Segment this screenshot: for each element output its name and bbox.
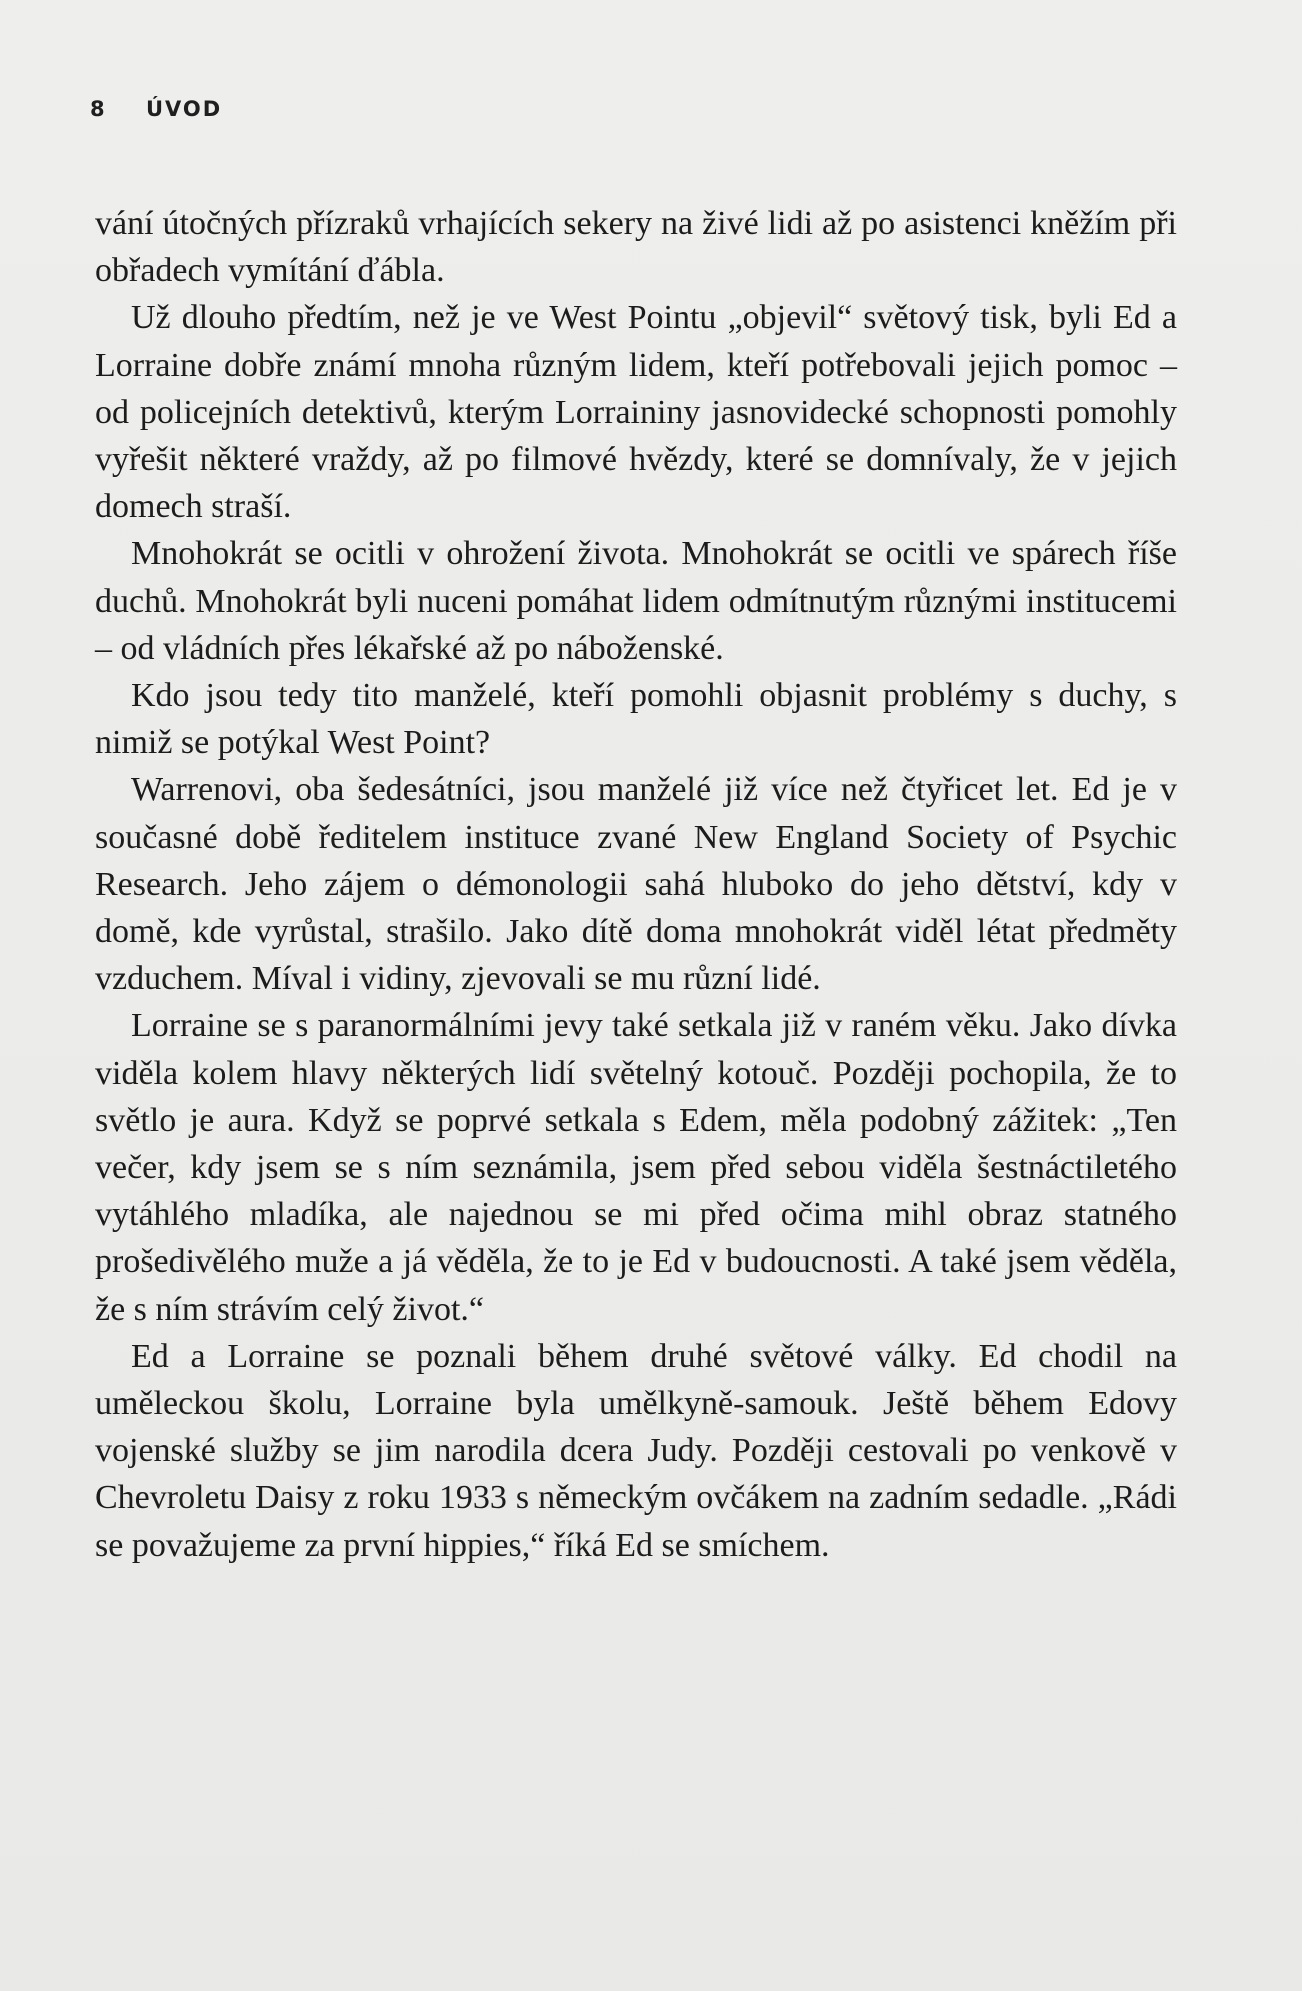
paragraph-continuation: vání útočných přízraků vrhajících sekery na živé lidi až po asistenci kněžím při obřadech vymítání ďábla. xyxy=(95,205,1177,290)
paragraph: Warrenovi, oba šedesátníci, jsou manželé již více než čtyřicet let. Ed je v současné době ředitelem instituce zvané New England Society of Psychic Research. Jeho zájem o démonologii sahá hluboko do jeho dětství, kdy v domě, kde vyrůstal, strašilo. Jako dítě doma mnohokrát viděl létat předměty vzduchem. Míval i vidiny, zjevovali se mu různí lidé. xyxy=(95,771,1177,998)
paragraph: Kdo jsou tedy tito manželé, kteří pomohli objasnit problémy s duchy, s nimiž se potýkal West Point? xyxy=(95,677,1177,762)
body-text xyxy=(95,200,1177,1569)
paragraph: Mnohokrát se ocitli v ohrožení života. Mnohokrát se ocitli ve spárech říše duchů. Mnohokrát byli nuceni pomáhat lidem odmítnutým různými institucemi – od vládních přes lékařské až po náboženské. xyxy=(95,535,1177,667)
page-number: 8 xyxy=(90,97,107,121)
paragraph: Lorraine se s paranormálními jevy také setkala již v raném věku. Jako dívka viděla kolem hlavy některých lidí světelný kotouč. Později pochopila, že to světlo je aura. Když se poprvé setkala s Edem, měla podobný zážitek: „Ten večer, kdy jsem se s ním seznámila, jsem před sebou viděla šestnáctiletého vytáhlého mladíka, ale najednou se mi před očima mihl obraz statného prošedivělého muže a já věděla, že to je Ed v budoucnosti. A také jsem věděla, že s ním strávím celý život.“ xyxy=(95,1007,1177,1328)
paragraph: Ed a Lorraine se poznali během druhé světové války. Ed chodil na uměleckou školu, Lorraine byla umělkyně-samouk. Ještě během Edovy vojenské služby se jim narodila dcera Judy. Později cestovali po venkově v Chevroletu Daisy z roku 1933 s německým ovčákem na zadním sedadle. „Rádi se považujeme za první hippies,“ říká Ed se smíchem. xyxy=(95,1337,1177,1564)
paragraph: Už dlouho předtím, než je ve West Pointu „objevil“ světový tisk, byli Ed a Lorraine dobře známí mnoha různým lidem, kteří potřebovali jejich pomoc – od policejních detektivů, kterým Lorraininy jasnovidecké schopnosti pomohly vyřešit některé vraždy, až po filmové hvězdy, které se domnívaly, že v jejich domech straší. xyxy=(95,299,1177,526)
section-title: ÚVOD xyxy=(145,97,223,121)
running-head xyxy=(90,97,222,121)
